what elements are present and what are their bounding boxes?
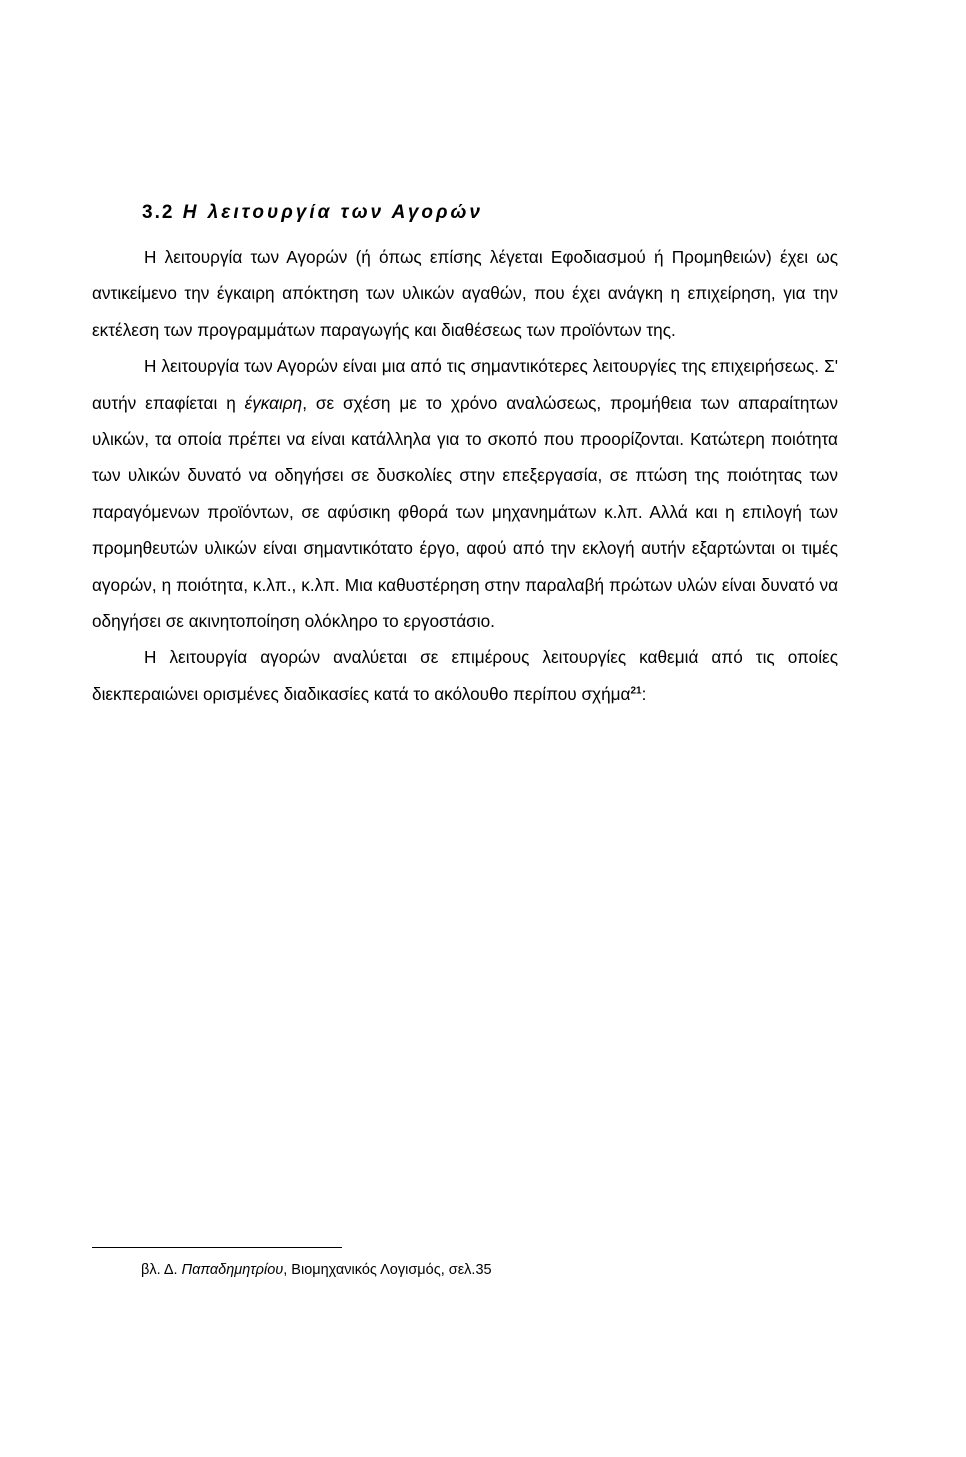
paragraph-2-text-before: Η λειτουργία των Αγορών είναι μια από τις σημαντικότερες λειτουργίες της επιχειρήσεως. Σ' αυτήν επαφίεται η <box>92 356 838 413</box>
section-title: Η λειτουργία των Αγορών <box>182 202 483 223</box>
paragraph-2-italic-term: έγκαιρη <box>244 392 303 413</box>
paragraph-2 <box>92 348 838 639</box>
paragraph-2-text-after: , σε σχέση με το χρόνο αναλώσεως, προμήθεια των απαραίτητων υλικών, τα οποία πρέπει να είναι κατάλληλα για το σκοπό που προορίζονται. Κατώτερη ποιότητα των υλικών δυνατό να οδηγήσει σε δυσκολίες στην επεξεργασία, σε πτώση της ποιότητας των παραγόμενων προϊόντων, σε αφύσικη φθορά των μηχανημάτων κ.λπ. Αλλά και η επιλογή των προμηθευτών υλικών είναι σημαντικότατο έργο, αφού από την εκλογή αυτήν εξαρτώνται οι τιμές αγορών, η ποιότητα, κ.λπ., κ.λπ. Μια καθυστέρηση στην παραλαβή πρώτων υλών είναι δυνατό να οδηγήσει σε ακινητοποίηση ολόκληρο το εργοστάσιο. <box>92 392 838 632</box>
paragraph-3-text: Η λειτουργία αγορών αναλύεται σε επιμέρους λειτουργίες καθεμιά από τις οποίες διεκπεραιώνει ορισμένες διαδικασίες κατά το ακόλουθο περίπου σχήμα <box>92 647 838 704</box>
section-heading <box>142 200 838 226</box>
footnote <box>141 1260 492 1280</box>
paragraph-1 <box>92 239 838 348</box>
footnote-divider <box>92 1247 342 1248</box>
footnote-prefix: βλ. Δ. <box>141 1262 182 1278</box>
section-number: 3.2 <box>142 202 175 223</box>
document-page <box>92 200 838 712</box>
footnote-rest: , Βιομηχανικός Λογισμός, σελ.35 <box>283 1262 492 1278</box>
footnote-author: Παπαδημητρίου <box>181 1262 284 1278</box>
paragraph-3 <box>92 639 838 712</box>
paragraph-3-trailing: : <box>641 683 647 704</box>
paragraph-1-text: Η λειτουργία των Αγορών (ή όπως επίσης λέγεται Εφοδιασμού ή Προμηθειών) έχει ως αντικείμενο την έγκαιρη απόκτηση των υλικών αγαθών, που έχει ανάγκη η επιχείρηση, για την εκτέλεση των προγραμμάτων παραγωγής και διαθέσεως των προϊόντων της. <box>92 247 838 340</box>
footnote-reference: 21 <box>630 685 642 697</box>
